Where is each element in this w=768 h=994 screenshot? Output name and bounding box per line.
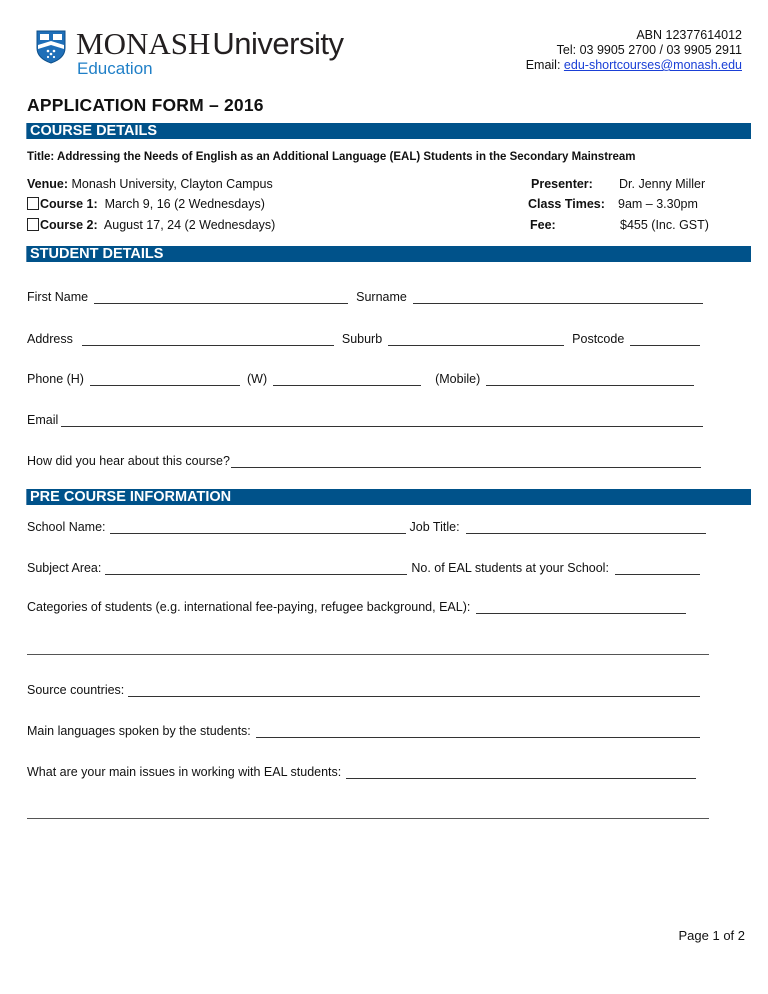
section-student-details: STUDENT DETAILS [26,246,751,262]
categories-field-line-2[interactable] [27,654,709,655]
section-pre-course-information: PRE COURSE INFORMATION [26,489,751,505]
categories-field[interactable] [476,601,686,614]
class-times-label: Class Times: [528,197,605,211]
categories-label: Categories of students (e.g. international fee-paying, refugee background, EAL): [27,600,471,614]
school-name-field[interactable] [110,521,406,534]
school-name-label: School Name: [27,520,106,534]
subject-area-label: Subject Area: [27,561,102,575]
phone: Tel: 03 9905 2700 / 03 9905 2911 [556,43,742,57]
course-1-checkbox[interactable] [27,197,39,210]
phone-work-label: (W) [246,372,268,386]
email-link[interactable]: edu-shortcourses@monash.edu [563,58,742,72]
source-countries-label: Source countries: [27,683,125,697]
mobile-label: (Mobile) [435,372,481,386]
main-issues-label: What are your main issues in working with EAL students: [27,765,342,779]
fee-label: Fee: [530,218,556,232]
surname-label: Surname [356,290,407,304]
address-field[interactable] [82,333,334,346]
subject-area-field[interactable] [105,562,407,575]
fee-value: $455 (Inc. GST) [620,218,709,232]
section-course-details: COURSE DETAILS [26,123,751,139]
abn: ABN 12377614012 [636,28,742,42]
suburb-field[interactable] [388,333,564,346]
address-label: Address [27,332,73,346]
eal-count-field[interactable] [615,562,700,575]
main-languages-label: Main languages spoken by the students: [27,724,251,738]
phone-home-field[interactable] [90,373,240,386]
mobile-field[interactable] [486,373,694,386]
phone-work-field[interactable] [273,373,421,386]
presenter-value: Dr. Jenny Miller [619,177,706,191]
course-2-checkbox[interactable] [27,218,39,231]
monash-crest-icon [36,30,66,64]
email-label: Email: [525,58,561,72]
suburb-label: Suburb [341,332,383,346]
main-issues-field-line-2[interactable] [27,818,709,819]
course-2-option[interactable]: Course 2: August 17, 24 (2 Wednesdays) [27,218,275,232]
main-issues-field[interactable] [346,766,696,779]
job-title-label: Job Title: [409,520,460,534]
first-name-field[interactable] [94,291,348,304]
contact-block [526,28,742,73]
eal-count-label: No. of EAL students at your School: [411,561,609,575]
source-countries-field[interactable] [128,684,700,697]
postcode-label: Postcode [572,332,625,346]
class-times-value: 9am – 3.30pm [618,197,698,211]
course-title: Title: Addressing the Needs of English as an Additional Language (EAL) Students in the Secondary Mainstream [27,151,636,163]
page-number: Page 1 of 2 [678,928,745,943]
form-title: APPLICATION FORM – 2016 [27,95,264,115]
postcode-field[interactable] [630,333,700,346]
brand-name: MONASHUniversity [76,26,344,61]
monash-logo [36,28,346,80]
phone-home-label: Phone (H) [27,372,84,386]
hear-about-field[interactable] [231,455,701,468]
email-field[interactable] [61,414,703,427]
hear-about-label: How did you hear about this course? [27,454,230,468]
course-1-option[interactable]: Course 1: March 9, 16 (2 Wednesdays) [27,197,265,211]
main-languages-field[interactable] [256,725,700,738]
first-name-label: First Name [27,290,89,304]
venue: Venue: Monash University, Clayton Campus [27,177,273,191]
surname-field[interactable] [413,291,703,304]
job-title-field[interactable] [466,521,706,534]
email-field-label: Email [27,413,59,427]
presenter-label: Presenter: [531,177,593,191]
brand-sub: Education [77,59,153,78]
